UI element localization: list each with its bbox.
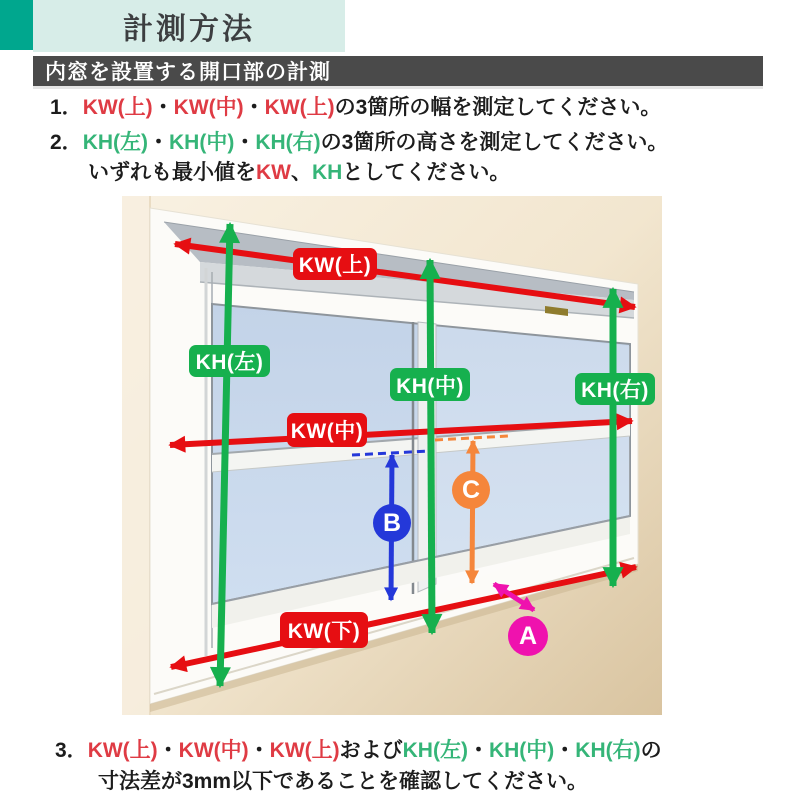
kw-bottom-label-text: KW(下) bbox=[287, 620, 361, 643]
section-bar bbox=[33, 56, 763, 86]
instruction-line-2b bbox=[88, 160, 510, 186]
kw-bottom-label bbox=[280, 612, 368, 648]
kw-upper-text-2: KW(上) bbox=[264, 96, 335, 119]
step-2-text: の3箇所の高さを測定してください。 bbox=[320, 131, 669, 154]
point-c-letter: C bbox=[461, 475, 481, 504]
point-a-marker bbox=[508, 616, 548, 656]
kw-mid-label-text: KW(中) bbox=[290, 420, 364, 443]
kw-top-label-text: KW(上) bbox=[298, 254, 372, 277]
kh-mid-label bbox=[390, 368, 470, 401]
and-text: および bbox=[339, 739, 403, 762]
step-2b-post: としてください。 bbox=[342, 161, 511, 184]
step-3-text: 寸法差が3mm以下であることを確認してください。 bbox=[98, 770, 589, 793]
separator: ・ bbox=[157, 739, 179, 762]
instruction-line-2 bbox=[50, 130, 668, 156]
separator: ・ bbox=[152, 96, 174, 119]
instruction-line-3 bbox=[55, 738, 662, 764]
step-2-number: 2． bbox=[50, 131, 83, 154]
kw-middle-text: KW(中) bbox=[173, 96, 244, 119]
window-photo bbox=[122, 196, 662, 715]
page-title: 計測方法 bbox=[123, 13, 255, 46]
separator: ・ bbox=[554, 739, 576, 762]
window-photo-illustration bbox=[122, 196, 662, 715]
kw-upper-text: KW(上) bbox=[82, 96, 153, 119]
kh-middle-text: KH(中) bbox=[169, 131, 235, 154]
kh-mid-label-text: KH(中) bbox=[396, 374, 464, 398]
kh-right-label-text: KH(右) bbox=[581, 379, 649, 402]
title-band bbox=[33, 0, 345, 52]
section-title: 内窓を設置する開口部の計測 bbox=[45, 61, 331, 84]
kh-abbrev: KH bbox=[312, 161, 343, 184]
point-c-marker bbox=[452, 471, 490, 509]
kh-left-label bbox=[189, 345, 270, 377]
point-b-marker bbox=[373, 504, 411, 542]
separator: ・ bbox=[148, 131, 170, 154]
kh-left-text: KH(左) bbox=[82, 131, 149, 154]
accent-square bbox=[0, 0, 33, 50]
point-b-letter: B bbox=[382, 508, 402, 537]
step-1-text: の3箇所の幅を測定してください。 bbox=[334, 96, 662, 119]
particle: の bbox=[640, 739, 662, 762]
separator: ・ bbox=[248, 739, 270, 762]
kh-left-text: KH(左) bbox=[402, 739, 468, 762]
kw-upper-text-2: KW(上) bbox=[269, 739, 340, 762]
step-2b-pre: いずれも最小値を bbox=[88, 161, 256, 184]
kw-abbrev: KW bbox=[256, 161, 291, 184]
kh-left-label-text: KH(左) bbox=[195, 351, 264, 374]
point-a-letter: A bbox=[518, 621, 538, 650]
instruction-line-3b bbox=[98, 769, 588, 795]
kh-middle-text: KH(中) bbox=[488, 739, 555, 762]
comma: 、 bbox=[291, 161, 312, 184]
kw-upper-text: KW(上) bbox=[87, 739, 158, 762]
kh-mid-arrow bbox=[430, 260, 432, 633]
separator: ・ bbox=[467, 739, 489, 762]
kh-right-text: KH(右) bbox=[255, 131, 321, 154]
step-1-number: 1． bbox=[50, 96, 83, 119]
c-arrow bbox=[472, 441, 473, 583]
separator: ・ bbox=[243, 96, 265, 119]
kw-middle-text: KW(中) bbox=[178, 739, 249, 762]
kw-top-label bbox=[293, 248, 377, 280]
separator: ・ bbox=[234, 131, 256, 154]
kh-right-label bbox=[575, 373, 655, 405]
instruction-line-1 bbox=[50, 95, 661, 121]
kh-right-text: KH(右) bbox=[575, 739, 641, 762]
kw-mid-label bbox=[287, 413, 367, 447]
step-3-number: 3． bbox=[55, 739, 88, 762]
wall-corner bbox=[122, 196, 150, 715]
